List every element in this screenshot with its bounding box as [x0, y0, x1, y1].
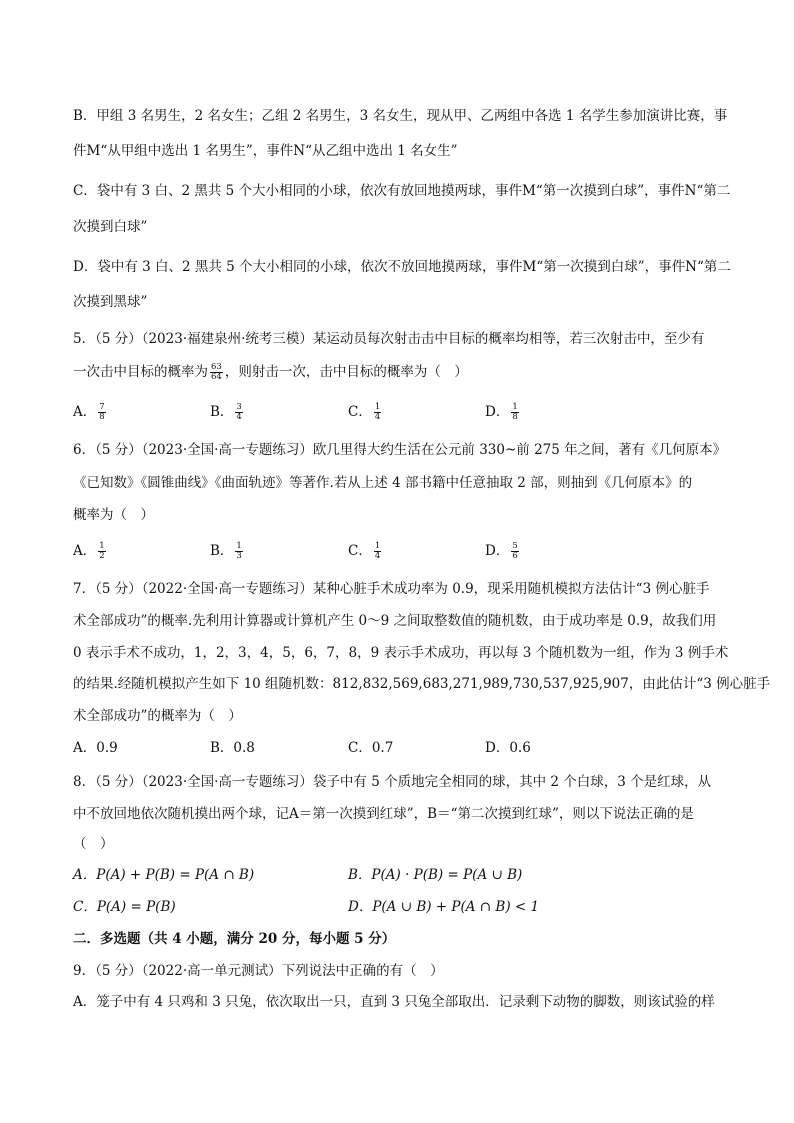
q8-option-a: A．P(A) + P(B) = P(A ∩ B)	[73, 867, 255, 883]
q5-option-c: C． $\frac{1}{4}$	[348, 402, 381, 422]
q5-option-b: B． $\frac{3}{4}$	[210, 402, 242, 422]
q7-option-d: D．0.6	[485, 740, 531, 756]
q5-fraction: $\frac{63}{64}$	[211, 362, 222, 382]
section-heading-multiple-choice: 二．多选题（共 4 小题，满分 20 分，每小题 5 分）	[73, 931, 396, 947]
q8-option-b: B．P(A) · P(B) = P(A ∪ B)	[348, 867, 523, 883]
q7-option-c: C．0.7	[348, 740, 394, 756]
q8-option-d: D．P(A ∪ B) + P(A ∩ B) < 1	[348, 899, 540, 915]
q5-stem-line2: 一次击中目标的概率为 $\frac{63}{64}$ ，则射击一次，击中目标的概率为（ ）	[73, 362, 468, 382]
q7-stem-line5: 术全部成功”的概率为（ ）	[73, 708, 242, 724]
q4-option-c-line1: C．袋中有 3 白、2 黑共 5 个大小相同的小球，依次有放回地摸两球，事件M“第一次摸到白球”，事件N“第二	[73, 183, 731, 199]
q7-option-a: A．0.9	[73, 740, 118, 756]
q4-option-d-line1: D．袋中有 3 白、2 黑共 5 个大小相同的小球，依次不放回地摸两球，事件M“第一次摸到白球”，事件N“第二	[73, 259, 731, 275]
q6-option-c: C． $\frac{1}{4}$	[348, 541, 381, 561]
q8-stem-line1: 8．（5 分）（2023·全国·高一专题练习）袋子中有 5 个质地完全相同的球，其中 2 个白球，3 个是红球，从	[73, 774, 712, 790]
q4-option-c-line2: 次摸到白球”	[73, 219, 148, 235]
q7-stem-line1: 7．（5 分）（2022·全国·高一专题练习）某种心脏手术成功率为 0.9，现采用随机模拟方法估计“3 例心脏手	[73, 581, 710, 597]
q6-option-b: B． $\frac{1}{3}$	[210, 541, 242, 561]
q8-option-c: C．P(A) = P(B)	[73, 899, 176, 915]
q6-option-a: A． $\frac{1}{2}$	[73, 541, 105, 561]
q7-stem-line4: 的结果.经随机模拟产生如下 10 组随机数：812,832,569,683,271,989,730,537,925,907，由此估计“3 例心脏手	[73, 676, 771, 692]
q6-stem-line1: 6．（5 分）（2023·全国·高一专题练习）欧几里得大约生活在公元前 330~前 275 年之间，著有《几何原本》	[73, 442, 727, 458]
q5-option-a: A． $\frac{7}{8}$	[73, 402, 105, 422]
q8-stem-line3: （ ）	[73, 836, 114, 852]
q5-stem-line1: 5．（5 分）（2023·福建泉州·统考三模）某运动员每次射击击中目标的概率均相等，若三次射击中，至少有	[73, 331, 705, 347]
q6-stem-line3: 概率为（ ）	[73, 507, 154, 523]
q9-stem-line1: 9．（5 分）（2022·高一单元测试）下列说法中正确的有（ ）	[73, 963, 444, 979]
q6-stem-line2: 《已知数》《圆锥曲线》《曲面轨迹》等著作.若从上述 4 部书籍中任意抽取 2 部，则抽到《几何原本》的	[73, 475, 693, 491]
q5-option-d: D． $\frac{1}{8}$	[485, 402, 518, 422]
q8-stem-line2: 中不放回地依次随机摸出两个球，记A＝第一次摸到红球”，B＝“第二次摸到红球”，则以下说法正确的是	[73, 806, 694, 822]
q7-stem-line3: 0 表示手术不成功，1，2，3，4，5，6，7，8，9 表示手术成功，再以每 3 个随机数为一组，作为 3 例手术	[73, 645, 729, 661]
q6-option-d: D． $\frac{5}{6}$	[485, 541, 518, 561]
q9-option-a-line1: A．笼子中有 4 只鸡和 3 只兔，依次取出一只，直到 3 只兔全部取出．记录剩下动物的脚数，则该试验的样	[73, 994, 715, 1010]
q4-option-b-line1: B．甲组 3 名男生，2 名女生；乙组 2 名男生，3 名女生，现从甲、乙两组中各选 1 名学生参加演讲比赛，事	[73, 108, 728, 124]
q4-option-b-line2: 件M“从甲组中选出 1 名男生”，事件N“从乙组中选出 1 名女生”	[73, 143, 458, 159]
q7-stem-line2: 术全部成功”的概率.先利用计算器或计算机产生 0～9 之间取整数值的随机数，由于成功率是 0.9，故我们用	[73, 613, 717, 629]
q4-option-d-line2: 次摸到黑球”	[73, 294, 148, 310]
q7-option-b: B．0.8	[210, 740, 255, 756]
